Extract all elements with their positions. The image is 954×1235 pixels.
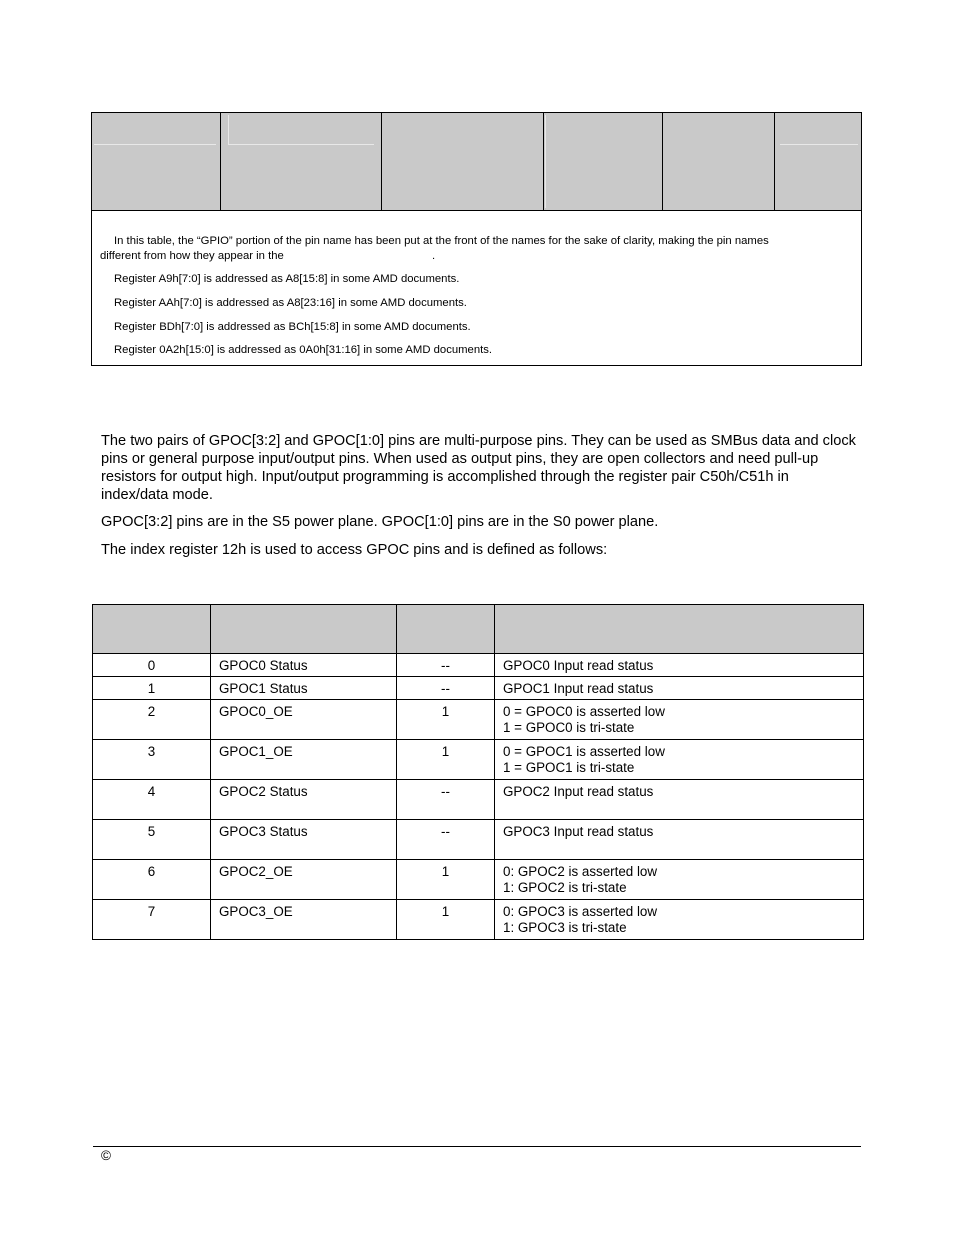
description-line: 1 = GPOC1 is tri-state [503, 760, 635, 775]
default-cell: 1 [397, 740, 495, 780]
description-line: GPOC3 Input read status [503, 824, 654, 839]
body-paragraph: GPOC[3:2] pins are in the S5 power plane. GPOC[1:0] pins are in the S0 power plane. [101, 514, 659, 530]
name-cell: GPOC3_OE [211, 900, 397, 940]
cell-line [545, 115, 546, 208]
table-header-row [93, 605, 864, 654]
column-divider [774, 113, 775, 210]
table-row [93, 820, 864, 860]
description-cell [495, 900, 864, 940]
header-cell [93, 605, 211, 654]
name-cell: GPOC0 Status [211, 654, 397, 677]
cell-line [228, 144, 374, 145]
table-note: Register BDh[7:0] is addressed as BCh[15:8] in some AMD documents. [114, 321, 471, 333]
table-note: Register AAh[7:0] is addressed as A8[23:16] in some AMD documents. [114, 297, 467, 309]
register-table-header [92, 113, 861, 211]
description-cell [495, 740, 864, 780]
table-note: . [432, 250, 436, 262]
cell-line [94, 144, 216, 145]
column-divider [543, 113, 544, 210]
default-cell: -- [397, 654, 495, 677]
cell-line [780, 144, 858, 145]
name-cell: GPOC0_OE [211, 700, 397, 740]
default-cell: 1 [397, 900, 495, 940]
bit-cell: 6 [93, 860, 211, 900]
body-paragraph: The index register 12h is used to access GPOC pins and is defined as follows: [101, 542, 608, 558]
description-cell [495, 700, 864, 740]
description-line: 1 = GPOC0 is tri-state [503, 720, 635, 735]
description-line: 1: GPOC2 is tri-state [503, 880, 627, 895]
table-note: In this table, the “GPIO” portion of the pin name has been put at the front of the names for the sake of clarity, making the pin names [114, 235, 769, 247]
column-divider [381, 113, 382, 210]
copyright-symbol: © [101, 1148, 111, 1163]
default-cell: 1 [397, 860, 495, 900]
description-line: 0: GPOC3 is asserted low [503, 904, 658, 919]
cell-line [228, 115, 229, 144]
footer-rule [93, 1146, 861, 1147]
bit-cell: 3 [93, 740, 211, 780]
table-row [93, 860, 864, 900]
table-body [93, 654, 864, 940]
default-cell: -- [397, 677, 495, 700]
name-cell: GPOC3 Status [211, 820, 397, 860]
description-cell [495, 860, 864, 900]
name-cell: GPOC2_OE [211, 860, 397, 900]
default-cell: -- [397, 820, 495, 860]
header-cell [495, 605, 864, 654]
table-row [93, 700, 864, 740]
register-table [91, 112, 862, 366]
description-line: 0 = GPOC0 is asserted low [503, 704, 665, 719]
bit-cell: 0 [93, 654, 211, 677]
description-line: GPOC1 Input read status [503, 681, 654, 696]
bit-cell: 2 [93, 700, 211, 740]
table-row [93, 740, 864, 780]
description-line: 1: GPOC3 is tri-state [503, 920, 627, 935]
column-divider [220, 113, 221, 210]
name-cell: GPOC2 Status [211, 780, 397, 820]
description-cell [495, 677, 864, 700]
bit-cell: 1 [93, 677, 211, 700]
body-paragraph: The two pairs of GPOC[3:2] and GPOC[1:0] pins are multi-purpose pins. They can be used as SMBus data and clock pins or general purpose input/output pins. When used as output pins, they are open collectors and need pull-up resistors for output high. Input/output programming is accomplished through the register pair C50h/C51h in index/data mode. [101, 433, 856, 503]
table-note: Register A9h[7:0] is addressed as A8[15:8] in some AMD documents. [114, 273, 460, 285]
table-note: Register 0A2h[15:0] is addressed as 0A0h[31:16] in some AMD documents. [114, 344, 493, 356]
header-cell [211, 605, 397, 654]
table-row [93, 654, 864, 677]
description-line: 0 = GPOC1 is asserted low [503, 744, 665, 759]
header-cell [397, 605, 495, 654]
default-cell: -- [397, 780, 495, 820]
column-divider [662, 113, 663, 210]
description-cell [495, 820, 864, 860]
description-cell [495, 654, 864, 677]
description-line: GPOC2 Input read status [503, 784, 654, 799]
table-row [93, 780, 864, 820]
description-line: GPOC0 Input read status [503, 658, 654, 673]
description-line: 0: GPOC2 is asserted low [503, 864, 658, 879]
table-note: different from how they appear in the [100, 250, 284, 262]
name-cell: GPOC1_OE [211, 740, 397, 780]
table-row [93, 677, 864, 700]
gpoc-register-table [92, 604, 864, 940]
bit-cell: 7 [93, 900, 211, 940]
bit-cell: 5 [93, 820, 211, 860]
table-row [93, 900, 864, 940]
description-cell [495, 780, 864, 820]
bit-cell: 4 [93, 780, 211, 820]
name-cell: GPOC1 Status [211, 677, 397, 700]
default-cell: 1 [397, 700, 495, 740]
